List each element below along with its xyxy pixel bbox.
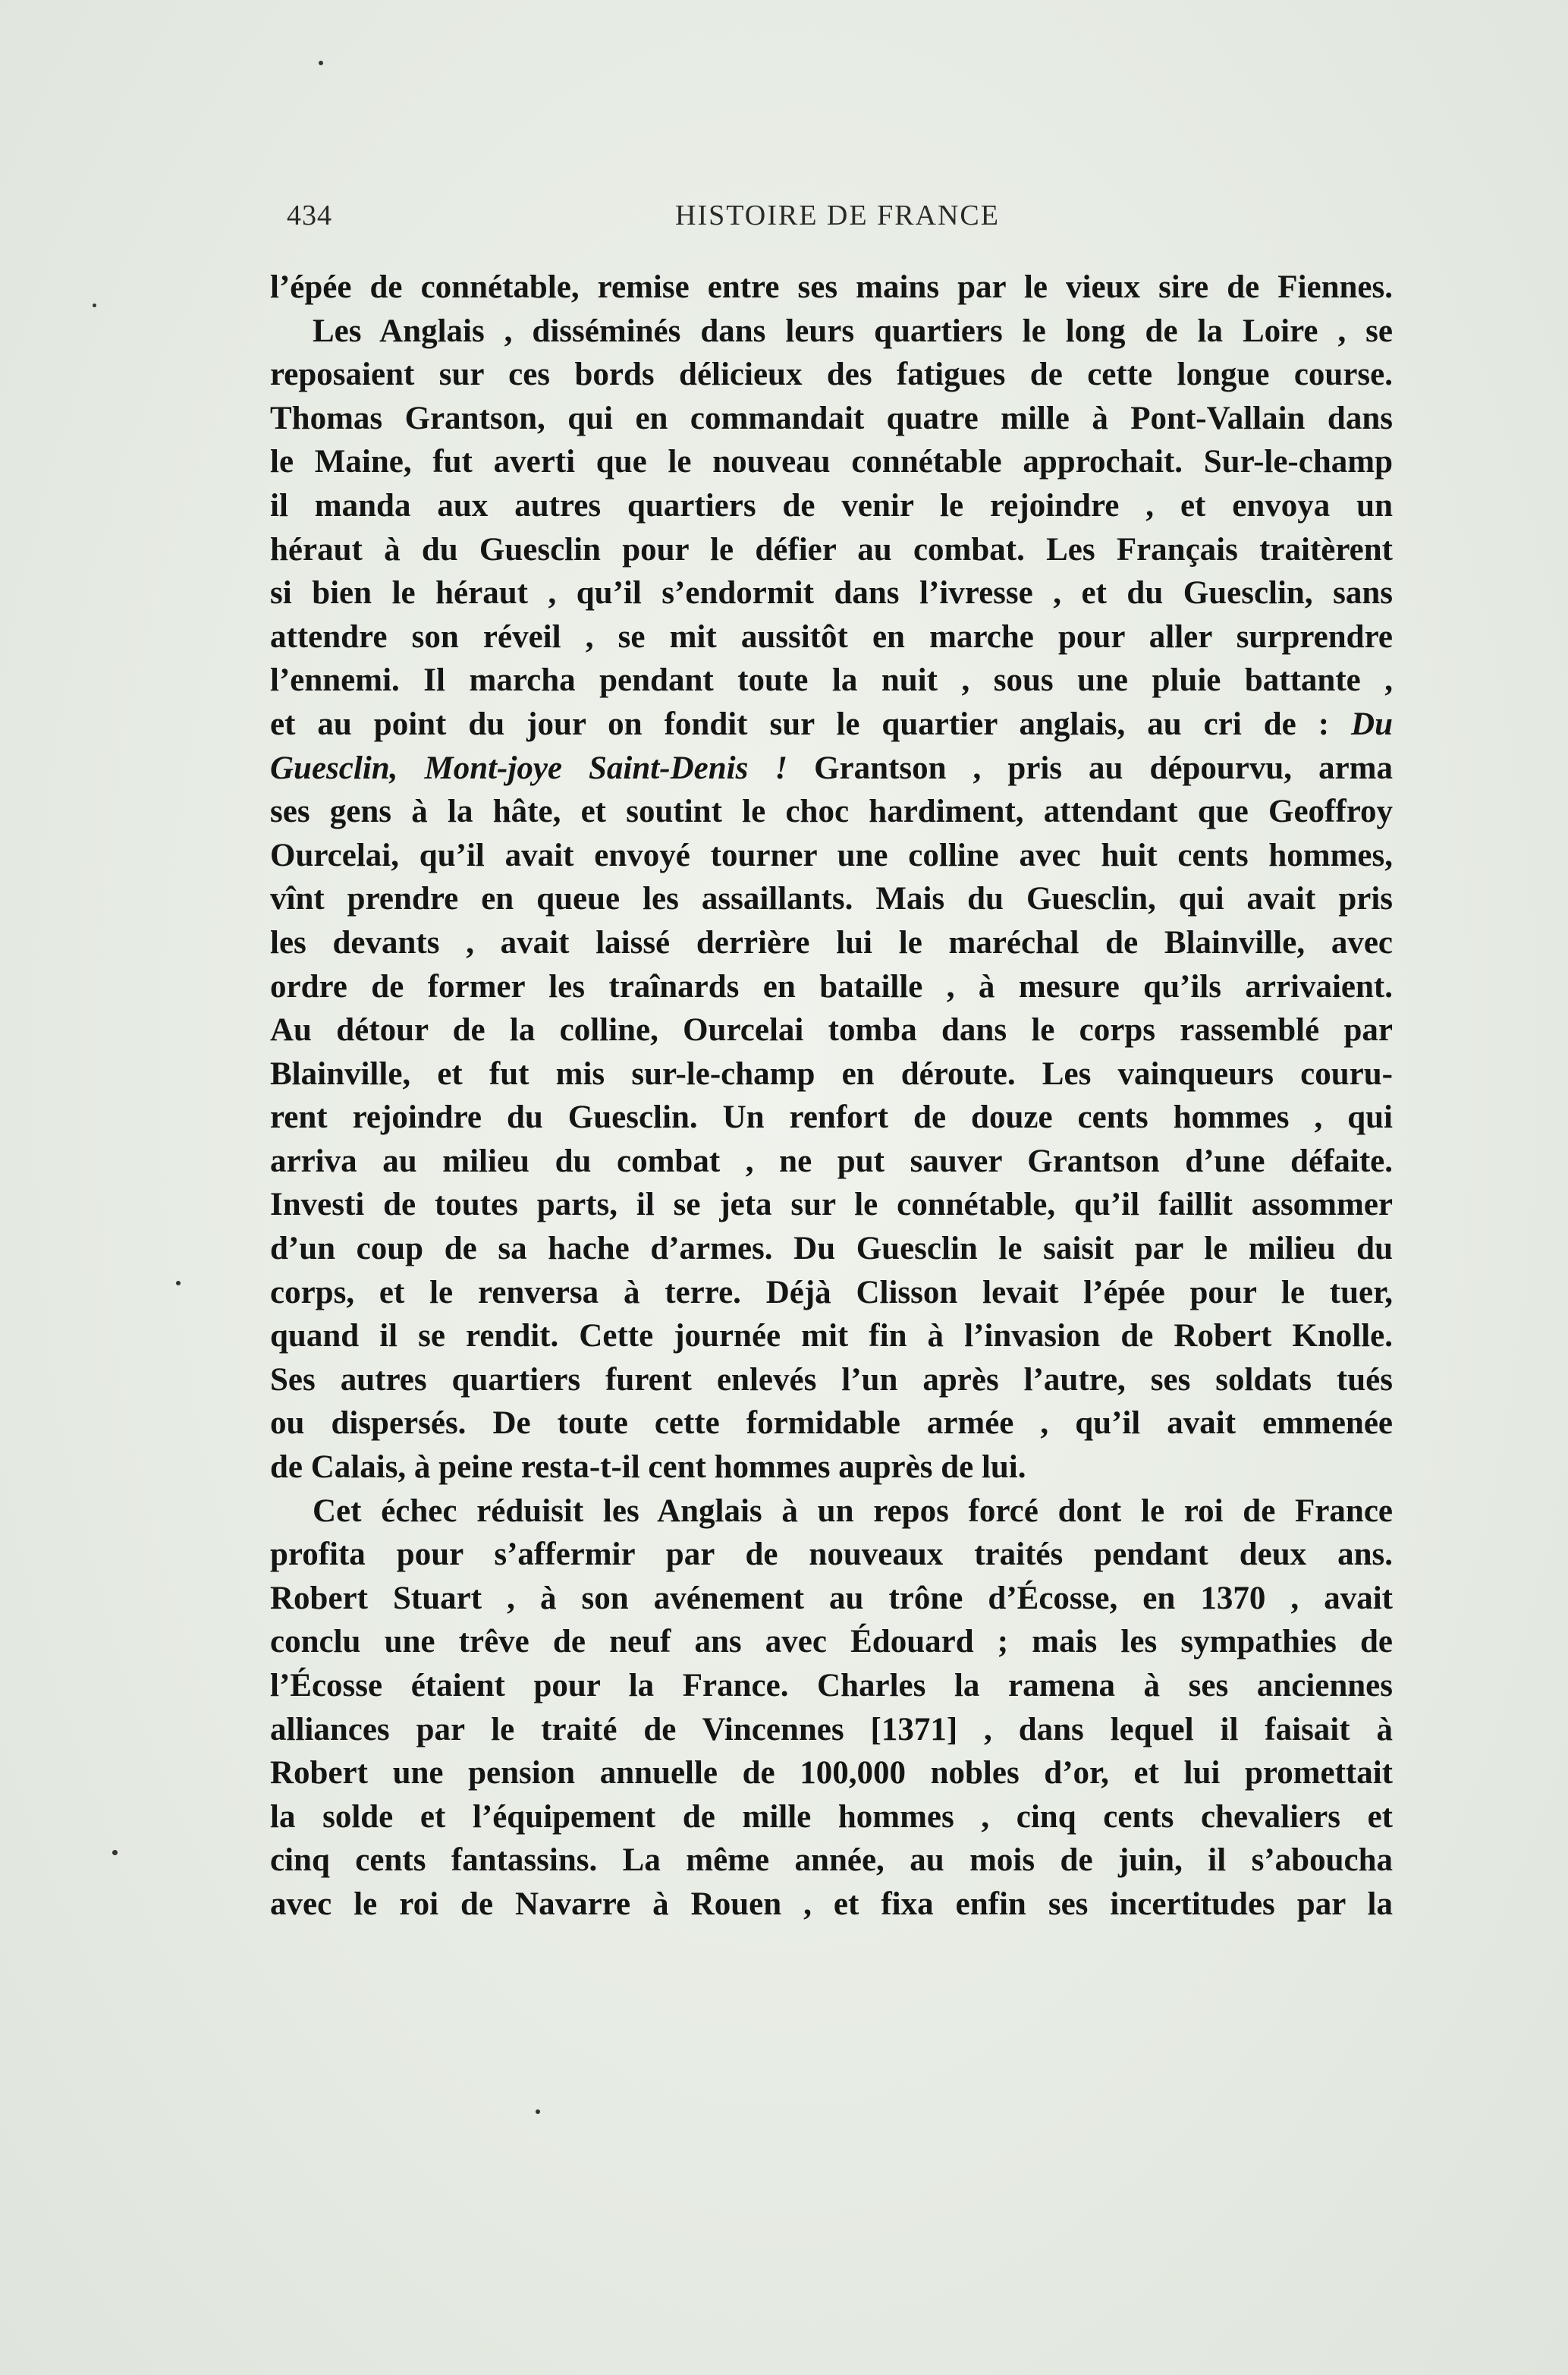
paragraph-2 <box>270 1489 1393 1927</box>
text-line: quand il se rendit. Cette journée mit fin à l’invasion de Robert Knolle. <box>270 1318 1393 1354</box>
text-line: les devants , avait laissé derrière lui le maréchal de Blainville, avec <box>270 924 1393 961</box>
text-line: Cet échec réduisit les Anglais à un repos forcé dont le roi de France <box>313 1493 1393 1529</box>
text-line: alliances par le traité de Vincennes [1371] , dans lequel il faisait à <box>270 1711 1393 1747</box>
italic-cry-start: Du <box>1351 706 1393 742</box>
text-line-mixed <box>270 703 1393 747</box>
text-line: héraut à du Guesclin pour le défier au combat. Les Français traitèrent <box>270 531 1393 568</box>
paper-speck <box>536 2109 540 2114</box>
text-line: profita pour s’affermir par de nouveaux traités pendant deux ans. <box>270 1537 1393 1573</box>
text-line: Investi de toutes parts, il se jeta sur le connétable, qu’il faillit assommer <box>270 1187 1393 1223</box>
running-title: HISTOIRE DE FRANCE <box>675 200 1000 231</box>
text-line: la solde et l’équipement de mille hommes , cinq cents chevaliers et <box>270 1798 1393 1835</box>
text-line: Thomas Grantson, qui en commandait quatre mille à Pont-Vallain dans <box>270 400 1393 436</box>
text-line: ou dispersés. De toute cette formidable armée , qu’il avait emmenée <box>270 1405 1393 1442</box>
text-line-mixed <box>270 747 1393 791</box>
text-line: le Maine, fut averti que le nouveau connétable approchait. Sur-le-champ <box>270 444 1393 480</box>
text-line: si bien le héraut , qu’il s’endormit dans l’ivresse , et du Guesclin, sans <box>270 575 1393 612</box>
text-line-part: et au point du jour on fondit sur le quartier anglais, au cri de : <box>270 706 1330 742</box>
text-line: reposaient sur ces bords délicieux des fatigues de cette longue course. <box>270 357 1393 393</box>
text-line: rent rejoindre du Guesclin. Un renfort de douze cents hommes , qui <box>270 1099 1393 1136</box>
text-line: d’un coup de sa hache d’armes. Du Guesclin le saisit par le milieu du <box>270 1231 1393 1267</box>
text-line: l’Écosse étaient pour la France. Charles la ramena à ses anciennes <box>270 1668 1393 1703</box>
running-head <box>287 199 1388 241</box>
text-line: de Calais, à peine resta-t-il cent hommes auprès de lui. <box>270 1449 1026 1486</box>
paper-speck <box>176 1281 181 1285</box>
text-line: Ses autres quartiers furent enlevés l’un après l’autre, ses soldats tués <box>270 1361 1393 1398</box>
text-line: attendre son réveil , se mit aussitôt en marche pour aller surprendre <box>270 618 1393 655</box>
text-line: l’épée de connétable, remise entre ses mains par le vieux sire de Fiennes. <box>270 269 1393 305</box>
paragraph-1 <box>270 266 1393 1489</box>
paper-speck <box>112 1850 118 1855</box>
body-text <box>270 266 1393 1927</box>
text-line: Robert une pension annuelle de 100,000 nobles d’or, et lui promettait <box>270 1755 1393 1791</box>
paper-speck <box>319 61 323 65</box>
text-line: conclu une trêve de neuf ans avec Édouard ; mais les sympathies de <box>270 1624 1393 1660</box>
paper-speck <box>93 304 96 307</box>
page-number: 434 <box>287 200 332 231</box>
text-line: avec le roi de Navarre à Rouen , et fixa enfin ses incertitudes par la <box>270 1886 1393 1922</box>
text-line: Ourcelai, qu’il avait envoyé tourner une colline avec huit cents hommes, <box>270 837 1393 873</box>
text-line: corps, et le renversa à terre. Déjà Clisson levait l’épée pour le tuer, <box>270 1274 1393 1310</box>
text-line: Au détour de la colline, Ourcelai tomba dans le corps rassemblé par <box>270 1012 1393 1049</box>
text-line: Blainville, et fut mis sur-le-champ en déroute. Les vainqueurs couru- <box>270 1055 1393 1092</box>
text-line: cinq cents fantassins. La même année, au mois de juin, il s’aboucha <box>270 1842 1393 1879</box>
text-line: ordre de former les traînards en bataille , à mesure qu’ils arrivaient. <box>270 968 1393 1005</box>
text-line: ses gens à la hâte, et soutint le choc hardiment, attendant que Geoffroy <box>270 794 1393 830</box>
text-line: Robert Stuart , à son avénement au trône d’Écosse, en 1370 , avait <box>270 1580 1393 1616</box>
text-line: vînt prendre en queue les assaillants. Mais du Guesclin, qui avait pris <box>270 881 1393 917</box>
text-line-part: Grantson , pris au dépourvu, arma <box>787 750 1393 786</box>
italic-cry: Guesclin, Mont-joye Saint-Denis ! <box>270 750 788 786</box>
text-line: Les Anglais , disséminés dans leurs quartiers le long de la Loire , se <box>313 313 1393 349</box>
text-line: l’ennemi. Il marcha pendant toute la nuit , sous une pluie battante , <box>270 662 1393 699</box>
text-line: arriva au milieu du combat , ne put sauver Grantson d’une défaite. <box>270 1143 1393 1179</box>
text-line: il manda aux autres quartiers de venir le rejoindre , et envoya un <box>270 487 1393 524</box>
